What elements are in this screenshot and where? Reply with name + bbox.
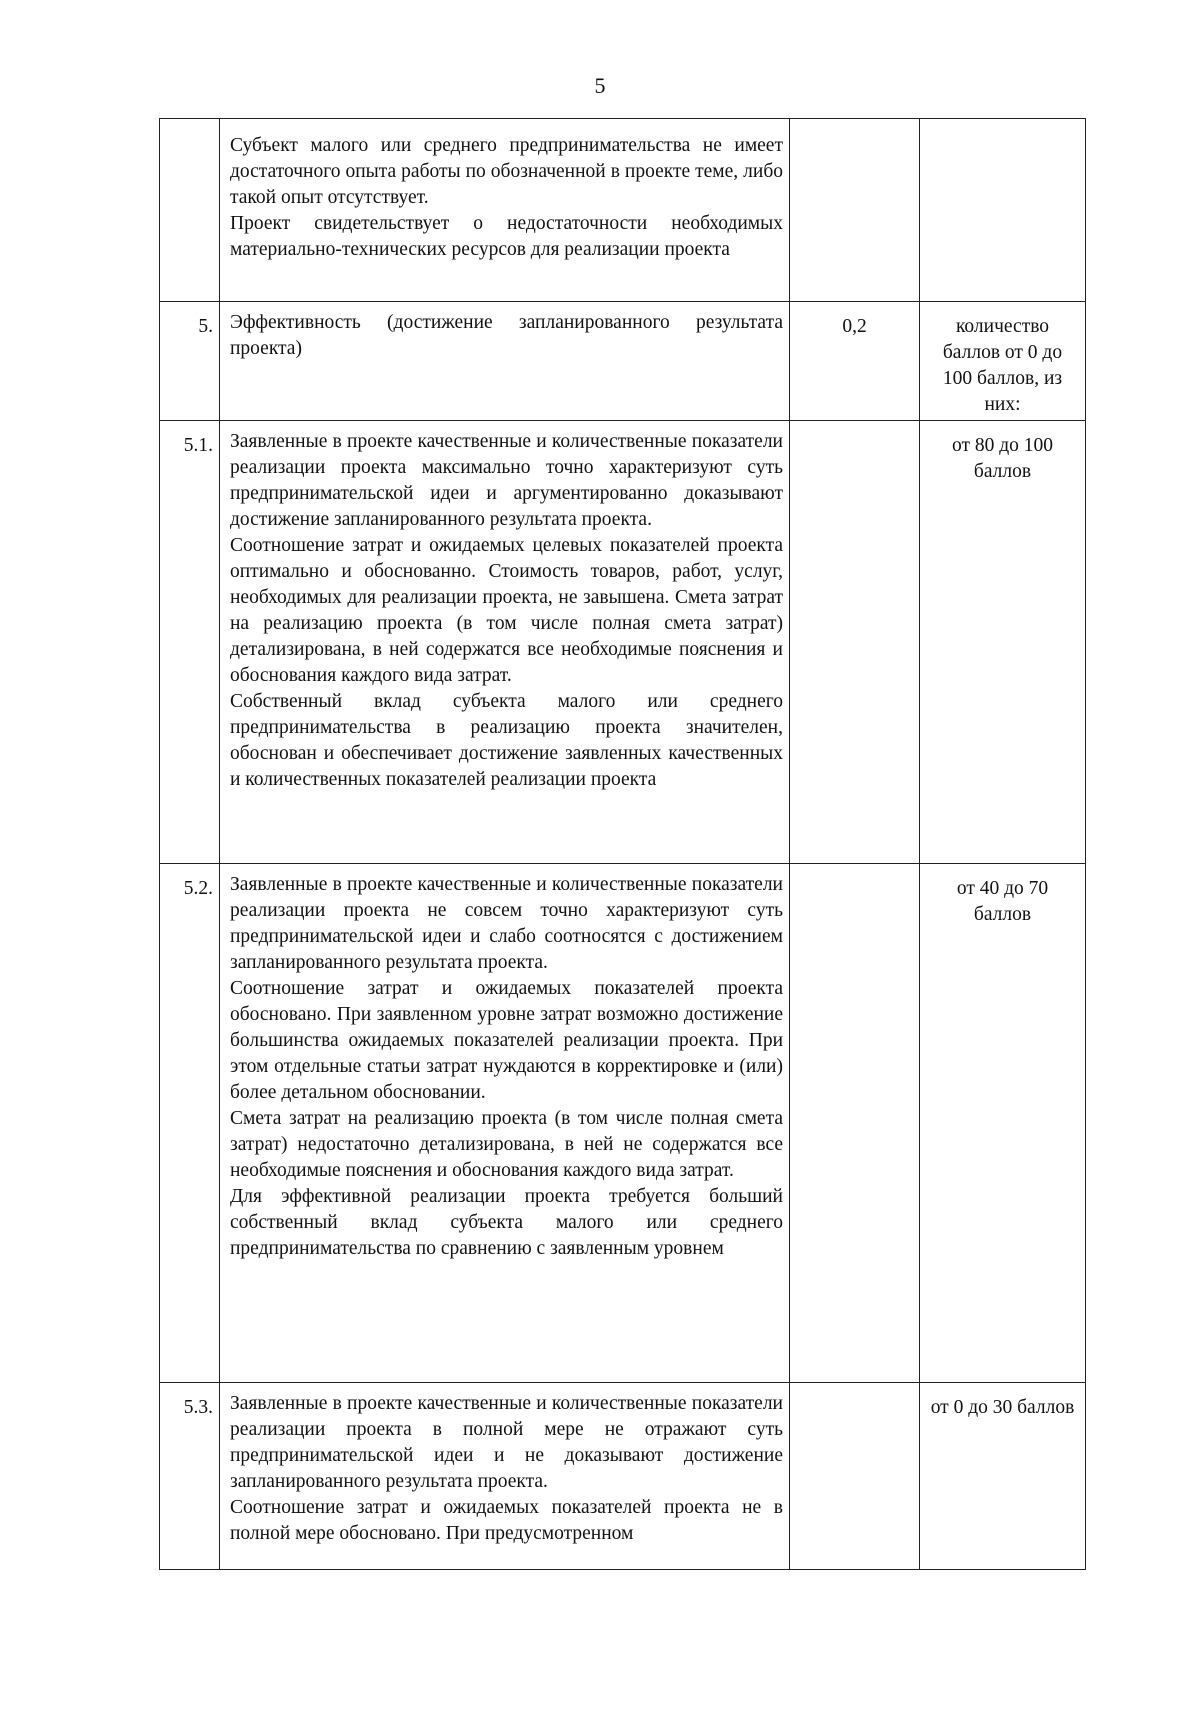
criterion-paragraph: Эффективность (достижение запланированного результата проекта) [230, 312, 783, 359]
criterion-paragraph: Смета затрат на реализацию проекта (в том числе полная смета затрат) недостаточно детализирована, в ней не содержатся все необходимые пояснения и обоснования каждого вида затрат. [230, 1108, 783, 1181]
criterion-paragraph: Для эффективной реализации проекта требуется больший собственный вклад субъекта малого или среднего предпринимательства по сравнению с заявленным уровнем [230, 1186, 783, 1259]
criterion-paragraph: Заявленные в проекте качественные и количественные показатели реализации проекта в полной мере не отражают суть предпринимательской идеи и не доказывают достижение запланированного результата проекта. [230, 1393, 783, 1492]
criterion-description [220, 119, 790, 302]
criterion-weight [790, 1383, 920, 1570]
criterion-description [220, 1383, 790, 1570]
evaluation-criteria-table [159, 118, 1086, 1570]
criterion-weight [790, 119, 920, 302]
criterion-paragraph: Субъект малого или среднего предпринимательства не имеет достаточного опыта работы по обозначенной в проекте теме, либо такой опыт отсутствует. [230, 135, 783, 208]
criterion-score: от 0 до 30 баллов [920, 1383, 1086, 1570]
page-number: 5 [594, 73, 606, 98]
criterion-paragraph: Соотношение затрат и ожидаемых показателей проекта не в полной мере обосновано. При предусмотренном [230, 1497, 783, 1544]
table-row-5-1 [160, 421, 1086, 864]
criterion-number: 5.3. [160, 1383, 220, 1570]
criterion-score: от 80 до 100 баллов [920, 421, 1086, 864]
table-row-5 [160, 302, 1086, 421]
criterion-number: 5. [160, 302, 220, 421]
criterion-description [220, 421, 790, 864]
criterion-paragraph: Соотношение затрат и ожидаемых целевых показателей проекта оптимально и обоснованно. Стоимость товаров, работ, услуг, необходимых для реализации проекта, не завышена. Смета затрат на реализацию проекта (в том числе полная смета затрат) детализирована, в ней содержатся все необходимые пояснения и обоснования каждого вида затрат. [230, 535, 783, 686]
criterion-score: от 40 до 70 баллов [920, 864, 1086, 1383]
criterion-score: количество баллов от 0 до 100 баллов, из них: [920, 302, 1086, 421]
criterion-number [160, 119, 220, 302]
criterion-paragraph: Проект свидетельствует о недостаточности необходимых материально-технических ресурсов для реализации проекта [230, 213, 783, 260]
criterion-description [220, 302, 790, 421]
criterion-description [220, 864, 790, 1383]
criterion-weight: 0,2 [790, 302, 920, 421]
table-row-5-3 [160, 1383, 1086, 1570]
criterion-paragraph: Собственный вклад субъекта малого или среднего предпринимательства в реализацию проекта значителен, обоснован и обеспечивает достижение заявленных качественных и количественных показателей реализации проекта [230, 691, 783, 790]
criterion-weight [790, 864, 920, 1383]
criterion-paragraph: Заявленные в проекте качественные и количественные показатели реализации проекта не совсем точно характеризуют суть предпринимательской идеи и слабо соотносятся с достижением запланированного результата проекта. [230, 874, 783, 973]
criterion-paragraph: Соотношение затрат и ожидаемых показателей проекта обосновано. При заявленном уровне затрат возможно достижение большинства ожидаемых показателей реализации проекта. При этом отдельные статьи затрат нуждаются в корректировке и (или) более детальном обосновании. [230, 978, 783, 1103]
criterion-score [920, 119, 1086, 302]
table-row-5-2 [160, 864, 1086, 1383]
criterion-paragraph: Заявленные в проекте качественные и количественные показатели реализации проекта максимально точно характеризуют суть предпринимательской идеи и аргументированно доказывают достижение запланированного результата проекта. [230, 431, 783, 530]
criterion-weight [790, 421, 920, 864]
criterion-number: 5.1. [160, 421, 220, 864]
criterion-number: 5.2. [160, 864, 220, 1383]
table-row-continuation [160, 119, 1086, 302]
